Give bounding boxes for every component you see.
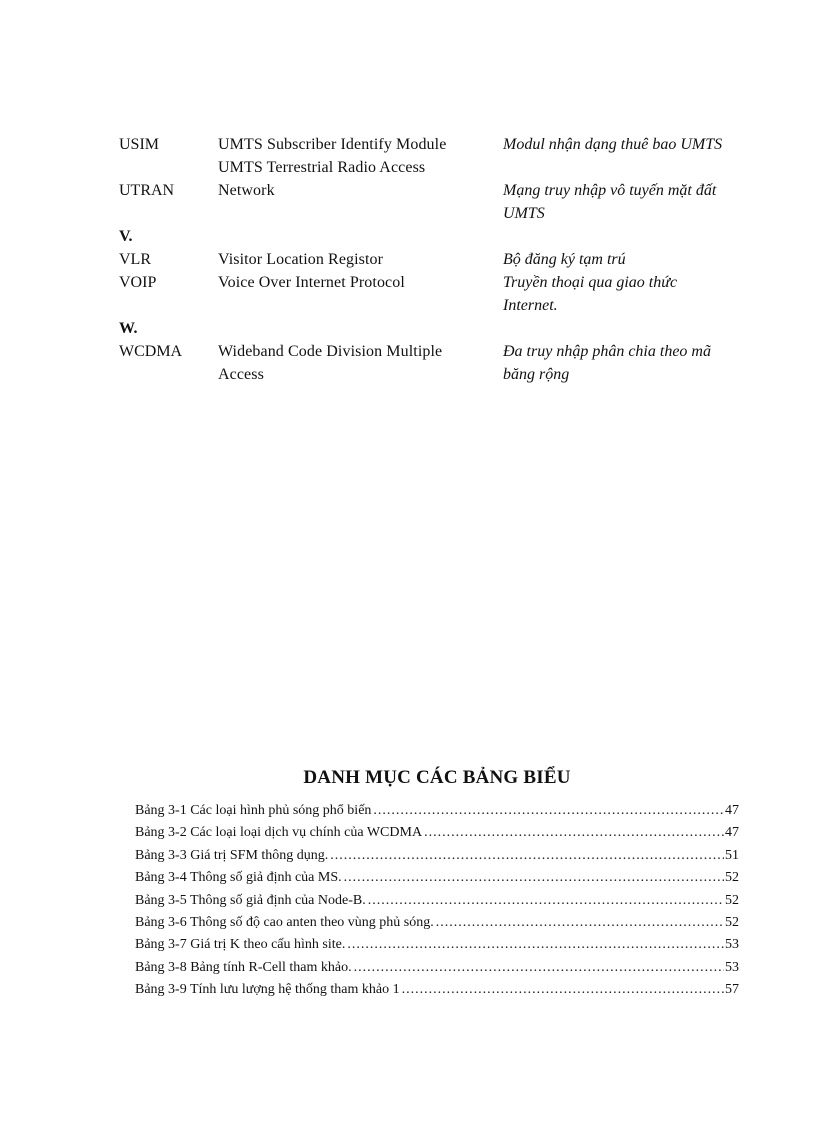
table-list-entry[interactable] (135, 800, 739, 822)
vietnamese-translation-cont: Internet. (503, 297, 558, 314)
entry-title: Bảng 3-8 Bảng tính R-Cell tham khảo. (135, 959, 352, 975)
entry-page-number: 47 (725, 803, 739, 818)
english-expansion-cont: Access (218, 366, 264, 383)
entry-page-number: 52 (725, 892, 739, 908)
entry-page-number: 53 (725, 937, 739, 953)
vietnamese-translation-cont: UMTS (503, 205, 545, 222)
dot-leader (373, 800, 724, 822)
table-list-entry[interactable] (135, 867, 739, 889)
english-expansion: Wideband Code Division Multiple (218, 343, 443, 360)
entry-page-number: 52 (725, 870, 739, 886)
vietnamese-translation: Truyền thoại qua giao thức (503, 274, 678, 291)
abbreviation-term: WCDMA (119, 343, 183, 360)
section-letter-v: V. (119, 228, 133, 245)
vietnamese-translation: Modul nhận dạng thuê bao UMTS (503, 136, 723, 153)
entry-title: Bảng 3-5 Thông số giả định của Node-B. (135, 892, 366, 908)
entry-page-number: 51 (725, 847, 739, 863)
entry-title: Bảng 3-6 Thông số độ cao anten theo vùng phủ sóng. (135, 915, 434, 931)
vietnamese-translation: Bộ đăng ký tạm trú (503, 251, 626, 268)
abbreviation-term: UTRAN (119, 182, 175, 199)
abbreviation-row-voip-line2 (119, 294, 759, 317)
abbreviation-row-vlr (119, 248, 759, 271)
dot-leader (347, 934, 724, 956)
entry-title: Bảng 3-2 Các loại loại dịch vụ chính của WCDMA (135, 825, 423, 841)
entry-title: Bảng 3-3 Giá trị SFM thông dụng. (135, 847, 329, 863)
english-expansion-cont: Network (218, 182, 275, 199)
table-list-entry[interactable] (135, 934, 739, 956)
abbreviation-term: VOIP (119, 274, 157, 291)
entry-title: Bảng 3-7 Giá trị K theo cấu hình site. (135, 937, 346, 953)
table-list-entry[interactable] (135, 822, 739, 844)
vietnamese-translation: Mạng truy nhập vô tuyến mặt đất (503, 182, 717, 199)
entry-page-number: 57 (725, 982, 739, 998)
abbreviation-term: USIM (119, 136, 160, 153)
english-expansion: UMTS Subscriber Identify Module (218, 136, 447, 153)
abbreviation-row-utran-line3 (119, 202, 759, 225)
dot-leader (436, 912, 724, 934)
abbreviation-row-utran (119, 179, 759, 202)
table-list-entry[interactable] (135, 912, 739, 934)
table-list-entry[interactable] (135, 845, 739, 867)
dot-leader (354, 957, 724, 979)
abbreviation-row-usim (119, 133, 759, 156)
entry-title: Bảng 3-9 Tính lưu lượng hệ thống tham khảo 1 (135, 982, 400, 998)
abbreviation-row-wcdma-line2 (119, 363, 759, 386)
table-list (135, 766, 739, 1002)
dot-leader (424, 822, 724, 844)
section-letter-w: W. (119, 320, 138, 337)
english-expansion: UMTS Terrestrial Radio Access (218, 159, 426, 176)
abbreviation-row-voip (119, 271, 759, 294)
vietnamese-translation-cont: băng rộng (503, 366, 570, 383)
table-list-title: DANH MỤC CÁC BẢNG BIỂU (303, 767, 571, 788)
english-expansion: Visitor Location Registor (218, 251, 384, 268)
table-list-entry[interactable] (135, 979, 739, 1001)
dot-leader (402, 979, 724, 1001)
entry-title: Bảng 3-4 Thông số giả định của MS. (135, 870, 342, 886)
table-list-entry[interactable] (135, 890, 739, 912)
entry-page-number: 52 (725, 915, 739, 931)
table-list-entries (135, 800, 739, 1002)
abbreviation-list (119, 133, 759, 386)
entry-page-number: 53 (725, 959, 739, 975)
dot-leader (344, 867, 724, 889)
english-expansion: Voice Over Internet Protocol (218, 274, 405, 291)
vietnamese-translation: Đa truy nhập phân chia theo mã (503, 343, 711, 360)
abbreviation-row-wcdma (119, 340, 759, 363)
entry-title: Bảng 3-1 Các loại hình phủ sóng phổ biến (135, 803, 372, 818)
table-list-entry[interactable] (135, 957, 739, 979)
abbreviation-term: VLR (119, 251, 151, 268)
entry-page-number: 47 (725, 825, 739, 841)
abbreviation-row-utran-line1 (119, 156, 759, 179)
dot-leader (368, 890, 724, 912)
dot-leader (330, 845, 724, 867)
